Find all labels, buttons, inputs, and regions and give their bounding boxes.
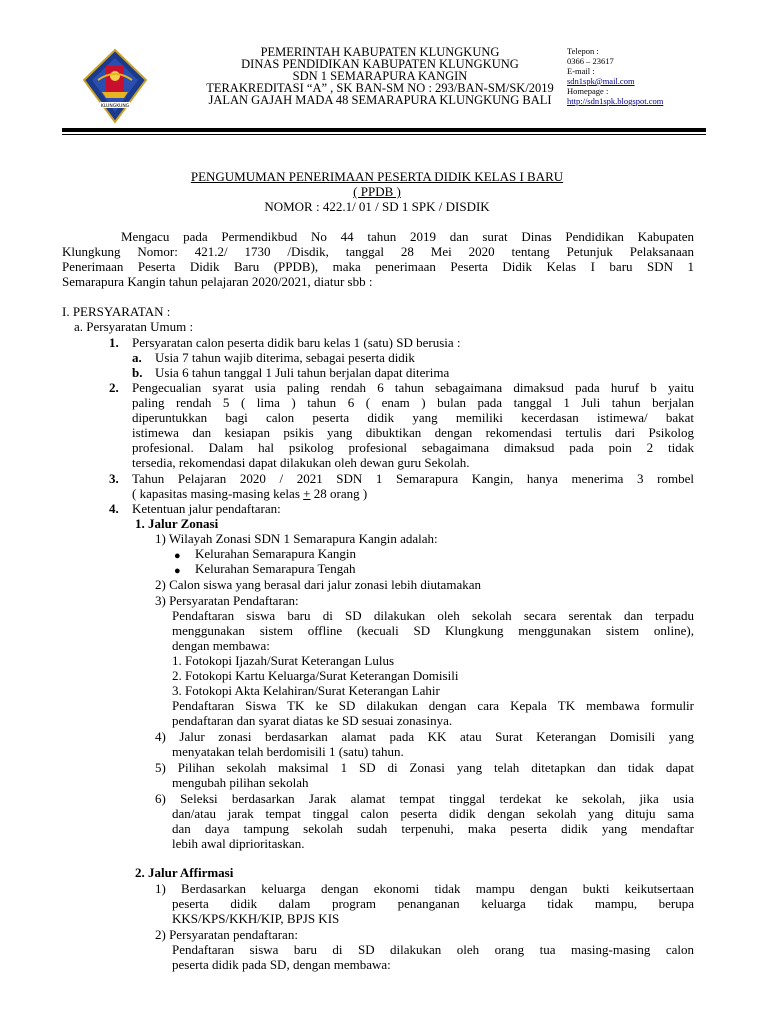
intro-line-2: Klungkung Nomor: 421.2/ 1730 /Disdik, tanggal 28 Mei 2020 tentang Petunjuk Pelaksanaan	[62, 244, 694, 259]
capacity-suffix: 28 orang )	[310, 486, 368, 501]
zonasi-area-2: Kelurahan Semarapura Tengah	[195, 561, 356, 576]
zonasi-point-6-cont: lebih awal diprioritaskan.	[172, 836, 305, 851]
afirmasi-point-2-cont: peserta didik pada SD, dengan membawa:	[172, 957, 391, 972]
item-3-line-1: Tahun Pelajaran 2020 / 2021 SDN 1 Semarapura Kangin, hanya menerima 3 rombel	[132, 471, 694, 486]
capacity-prefix: ( kapasitas masing-masing kelas	[132, 486, 304, 501]
zonasi-point-3: 3) Persyaratan Pendaftaran:	[155, 593, 299, 608]
item-2-line: paling rendah 5 ( lima ) tahun 6 ( enam ) bulan pada tanggal 1 Juli tahun berjalan	[132, 395, 694, 410]
letterhead-line-1: PEMERINTAH KABUPATEN KLUNGKUNG	[260, 45, 500, 59]
zonasi-point-5: 5) Pilihan sekolah maksimal 1 SD di Zonasi yang telah ditetapkan dan tidak dapat	[155, 760, 694, 775]
section-heading: I. PERSYARATAN :	[62, 304, 171, 319]
zonasi-point-4: 4) Jalur zonasi berdasarkan alamat pada KK atau Surat Keterangan Domisili yang	[155, 729, 694, 744]
intro-line-4: Semarapura Kangin tahun pelajaran 2020/2021, diatur sbb :	[62, 274, 373, 289]
item-1-number: 1.	[109, 335, 119, 350]
zonasi-requirements-line: Pendaftaran siswa baru di SD dilakukan oleh sekolah secara serentak dan terpadu	[172, 608, 694, 623]
item-2-line: profesional. Dalam hal psikolog profesional sebagaimana dimaksud pada poin 2 tidak	[132, 440, 694, 455]
homepage-link[interactable]: http://sdn1spk.blogspot.com	[567, 96, 664, 106]
document-requirement: 1. Fotokopi Ijazah/Surat Keterangan Lulus	[172, 653, 395, 668]
announcement-subtitle: ( PPDB )	[353, 184, 401, 199]
item-1a-label: a.	[132, 350, 142, 365]
item-2-line: diperuntukkan bagi calon peserta didik yang memiliki kecerdasan istimewa/ bakat	[132, 410, 694, 425]
zonasi-requirements-line: Pendaftaran Siswa TK ke SD dilakukan dengan cara Kepala TK membawa formulir	[172, 698, 694, 713]
item-4-number: 4.	[109, 501, 119, 516]
item-2-line: tersedia, rekomendasi dapat dilakukan oleh dewan guru Sekolah.	[132, 455, 470, 470]
telepon-value: 0366 – 23617	[567, 56, 614, 66]
item-2-line: Pengecualian syarat usia paling rendah 6 tahun sebagaimana dimaksud pada huruf b yaitu	[132, 380, 694, 395]
telepon-label: Telepon :	[567, 46, 599, 56]
zonasi-requirements-line: menggunakan sistem offline (kecuali SD Klungkung menggunakan sistem online),	[172, 623, 694, 638]
afirmasi-point-1-cont: peserta didik dalam program penanganan keluarga tidak mampu, berupa	[172, 896, 694, 911]
jalur-zonasi-heading: 1. Jalur Zonasi	[135, 516, 219, 531]
email-label: E-mail :	[567, 66, 595, 76]
emblem-label: KLUNGKUNG	[100, 104, 130, 109]
homepage-label: Homepage :	[567, 86, 609, 96]
letterhead-line-2: DINAS PENDIDIKAN KABUPATEN KLUNGKUNG	[241, 57, 519, 71]
item-4-text: Ketentuan jalur pendaftaran:	[132, 501, 281, 516]
item-1-text: Persyaratan calon peserta didik baru kelas 1 (satu) SD berusia :	[132, 335, 461, 350]
zonasi-requirements-line: pendaftaran dan syarat diatas ke SD sesuai zonasinya.	[172, 713, 453, 728]
klungkung-regency-emblem	[80, 48, 150, 124]
plus-minus-symbol: +	[303, 486, 311, 501]
item-3-number: 3.	[109, 471, 119, 486]
subsection-heading: a. Persyaratan Umum :	[74, 319, 194, 334]
item-2-number: 2.	[109, 380, 119, 395]
zonasi-point-6-cont: dan/atau jarak tempat tinggal calon peserta didik dengan sekolah yang dituju sama	[172, 806, 694, 821]
document-requirement: 2. Fotokopi Kartu Keluarga/Surat Keterangan Domisili	[172, 668, 459, 683]
item-1b-text: Usia 6 tahun tanggal 1 Juli tahun berjalan dapat diterima	[155, 365, 450, 380]
zonasi-point-1: 1) Wilayah Zonasi SDN 1 Semarapura Kangin adalah:	[155, 531, 438, 546]
homepage-row	[567, 96, 663, 106]
item-3-line-2	[132, 487, 367, 501]
email-link[interactable]: sdn1spk@mail.com	[567, 76, 635, 86]
zonasi-requirements-line: dengan membawa:	[172, 638, 270, 653]
jalur-afirmasi-heading: 2. Jalur Affirmasi	[135, 865, 234, 880]
afirmasi-point-2-cont: Pendaftaran siswa baru di SD dilakukan oleh orang tua masing-masing calon	[172, 942, 694, 957]
bullet-icon: ●	[174, 565, 181, 577]
zonasi-area-1: Kelurahan Semarapura Kangin	[195, 546, 356, 561]
afirmasi-point-2: 2) Persyaratan pendaftaran:	[155, 927, 298, 942]
announcement-title: PENGUMUMAN PENERIMAAN PESERTA DIDIK KELAS I BARU	[190, 169, 564, 184]
zonasi-point-5-cont: mengubah pilihan sekolah	[172, 775, 309, 790]
letterhead-rule-thick	[62, 128, 706, 132]
item-2-line: istimewa dan kesiapan psikis yang dibuktikan dengan rekomendasi tertulis dari Psikolog	[132, 425, 694, 440]
document-requirement: 3. Fotokopi Akta Kelahiran/Surat Keterangan Lahir	[172, 683, 440, 698]
letterhead-rule-thin	[62, 134, 706, 135]
item-1b-label: b.	[132, 365, 143, 380]
zonasi-point-6-cont: dan daya tampung sekolah sudah terpenuhi, maka peserta didik yang mendaftar	[172, 821, 694, 836]
zonasi-point-6: 6) Seleksi berdasarkan Jarak alamat tempat tinggal terdekat ke sekolah, jika usia	[155, 791, 694, 806]
email-row	[567, 76, 635, 86]
announcement-number: NOMOR : 422.1/ 01 / SD 1 SPK / DISDIK	[264, 199, 490, 214]
letterhead-line-5: JALAN GAJAH MADA 48 SEMARAPURA KLUNGKUNG BALI	[208, 93, 552, 107]
letterhead-line-4: TERAKREDITASI “A” , SK BAN-SM NO : 293/BAN-SM/SK/2019	[206, 81, 554, 95]
letterhead-line-3: SDN 1 SEMARAPURA KANGIN	[292, 69, 468, 83]
zonasi-point-4-cont: menyatakan telah berdomisili 1 (satu) tahun.	[172, 744, 404, 759]
intro-line-3: Penerimaan Peserta Didik Baru (PPDB), maka penerimaan Peserta Didik Kelas I baru SDN 1	[62, 259, 694, 274]
afirmasi-point-1-cont: KKS/KPS/KKH/KIP, BPJS KIS	[172, 911, 340, 926]
zonasi-point-2: 2) Calon siswa yang berasal dari jalur zonasi lebih diutamakan	[155, 577, 481, 592]
afirmasi-point-1: 1) Berdasarkan keluarga dengan ekonomi tidak mampu dengan bukti keikutsertaan	[155, 881, 694, 896]
bullet-icon: ●	[174, 550, 181, 562]
intro-line-1: Mengacu pada Permendikbud No 44 tahun 2019 dan surat Dinas Pendidikan Kabupaten	[121, 229, 694, 244]
item-1a-text: Usia 7 tahun wajib diterima, sebagai peserta didik	[155, 350, 415, 365]
